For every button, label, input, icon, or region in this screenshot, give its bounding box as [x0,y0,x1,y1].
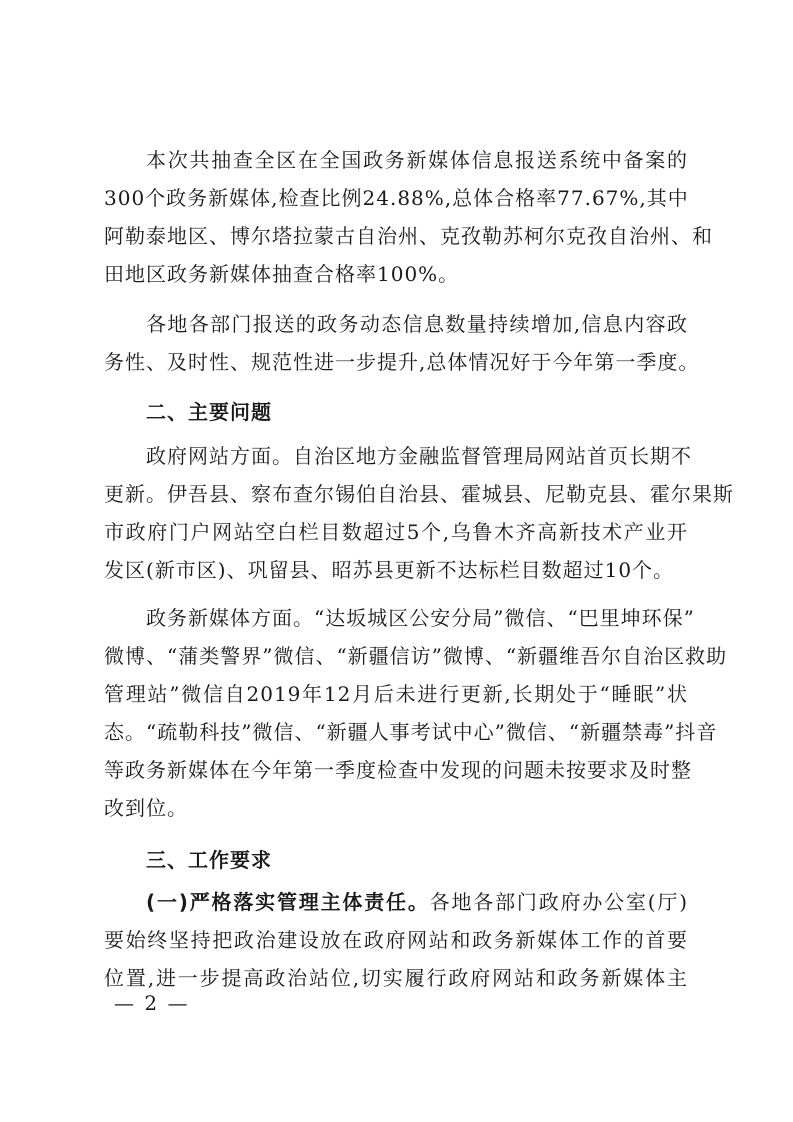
paragraph-4-line-1: 政务新媒体方面。“达坂城区公安分局”微信、“巴里坤环保” [146,606,695,630]
paragraph-1-line-1: 本次共抽查全区在全国政务新媒体信息报送系统中备案的 [146,148,688,172]
paragraph-3-line-2: 更新。伊吾县、察布查尔锡伯自治县、霍城县、尼勒克县、霍尔果斯 [104,482,734,506]
paragraph-1-line-4: 田地区政务新媒体抽查合格率100%。 [104,262,460,286]
paragraph-2-line-1: 各地各部门报送的政务动态信息数量持续增加,信息内容政 [146,312,688,336]
paragraph-4-line-2: 微博、“蒲类警界”微信、“新疆信访”微博、“新疆维吾尔自治区救助 [104,644,728,668]
paragraph-3-line-1: 政府网站方面。自治区地方金融监督管理局网站首页长期不 [146,444,692,468]
paragraph-5-line-2: 要始终坚持把政治建设放在政府网站和政务新媒体工作的首要 [104,928,688,952]
paragraph-3-line-3: 市政府门户网站空白栏目数超过5个,乌鲁木齐高新技术产业开 [104,520,688,544]
paragraph-3-line-4: 发区(新市区)、巩留县、昭苏县更新不达标栏目数超过10个。 [104,558,675,582]
page-number: — 2 — [114,991,190,1015]
paragraph-5-line-3: 位置,进一步提高政治站位,切实履行政府网站和政务新媒体主 [104,966,688,990]
paragraph-5-line-1-text: 各地各部门政府办公室(厅) [429,890,689,914]
paragraph-4-line-6: 改到位。 [104,796,188,820]
section-heading-work-requirements: 三、工作要求 [146,848,272,872]
paragraph-1-line-3: 阿勒泰地区、博尔塔拉蒙古自治州、克孜勒苏柯尔克孜自治州、和 [104,224,713,248]
section-heading-main-problems: 二、主要问题 [146,400,272,424]
paragraph-1-line-2: 300个政务新媒体,检查比例24.88%,总体合格率77.67%,其中 [104,186,689,210]
paragraph-5-line-1 [146,885,688,919]
paragraph-2-line-2: 务性、及时性、规范性进一步提升,总体情况好于今年第一季度。 [104,350,700,374]
paragraph-4-line-5: 等政务新媒体在今年第一季度检查中发现的问题未按要求及时整 [104,758,692,782]
subsection-title-responsibility: (一)严格落实管理主体责任。 [146,890,430,914]
paragraph-4-line-3: 管理站”微信自2019年12月后未进行更新,长期处于“睡眠”状 [104,682,688,706]
paragraph-4-line-4: 态。“疏勒科技”微信、“新疆人事考试中心”微信、“新疆禁毒”抖音 [104,720,718,744]
